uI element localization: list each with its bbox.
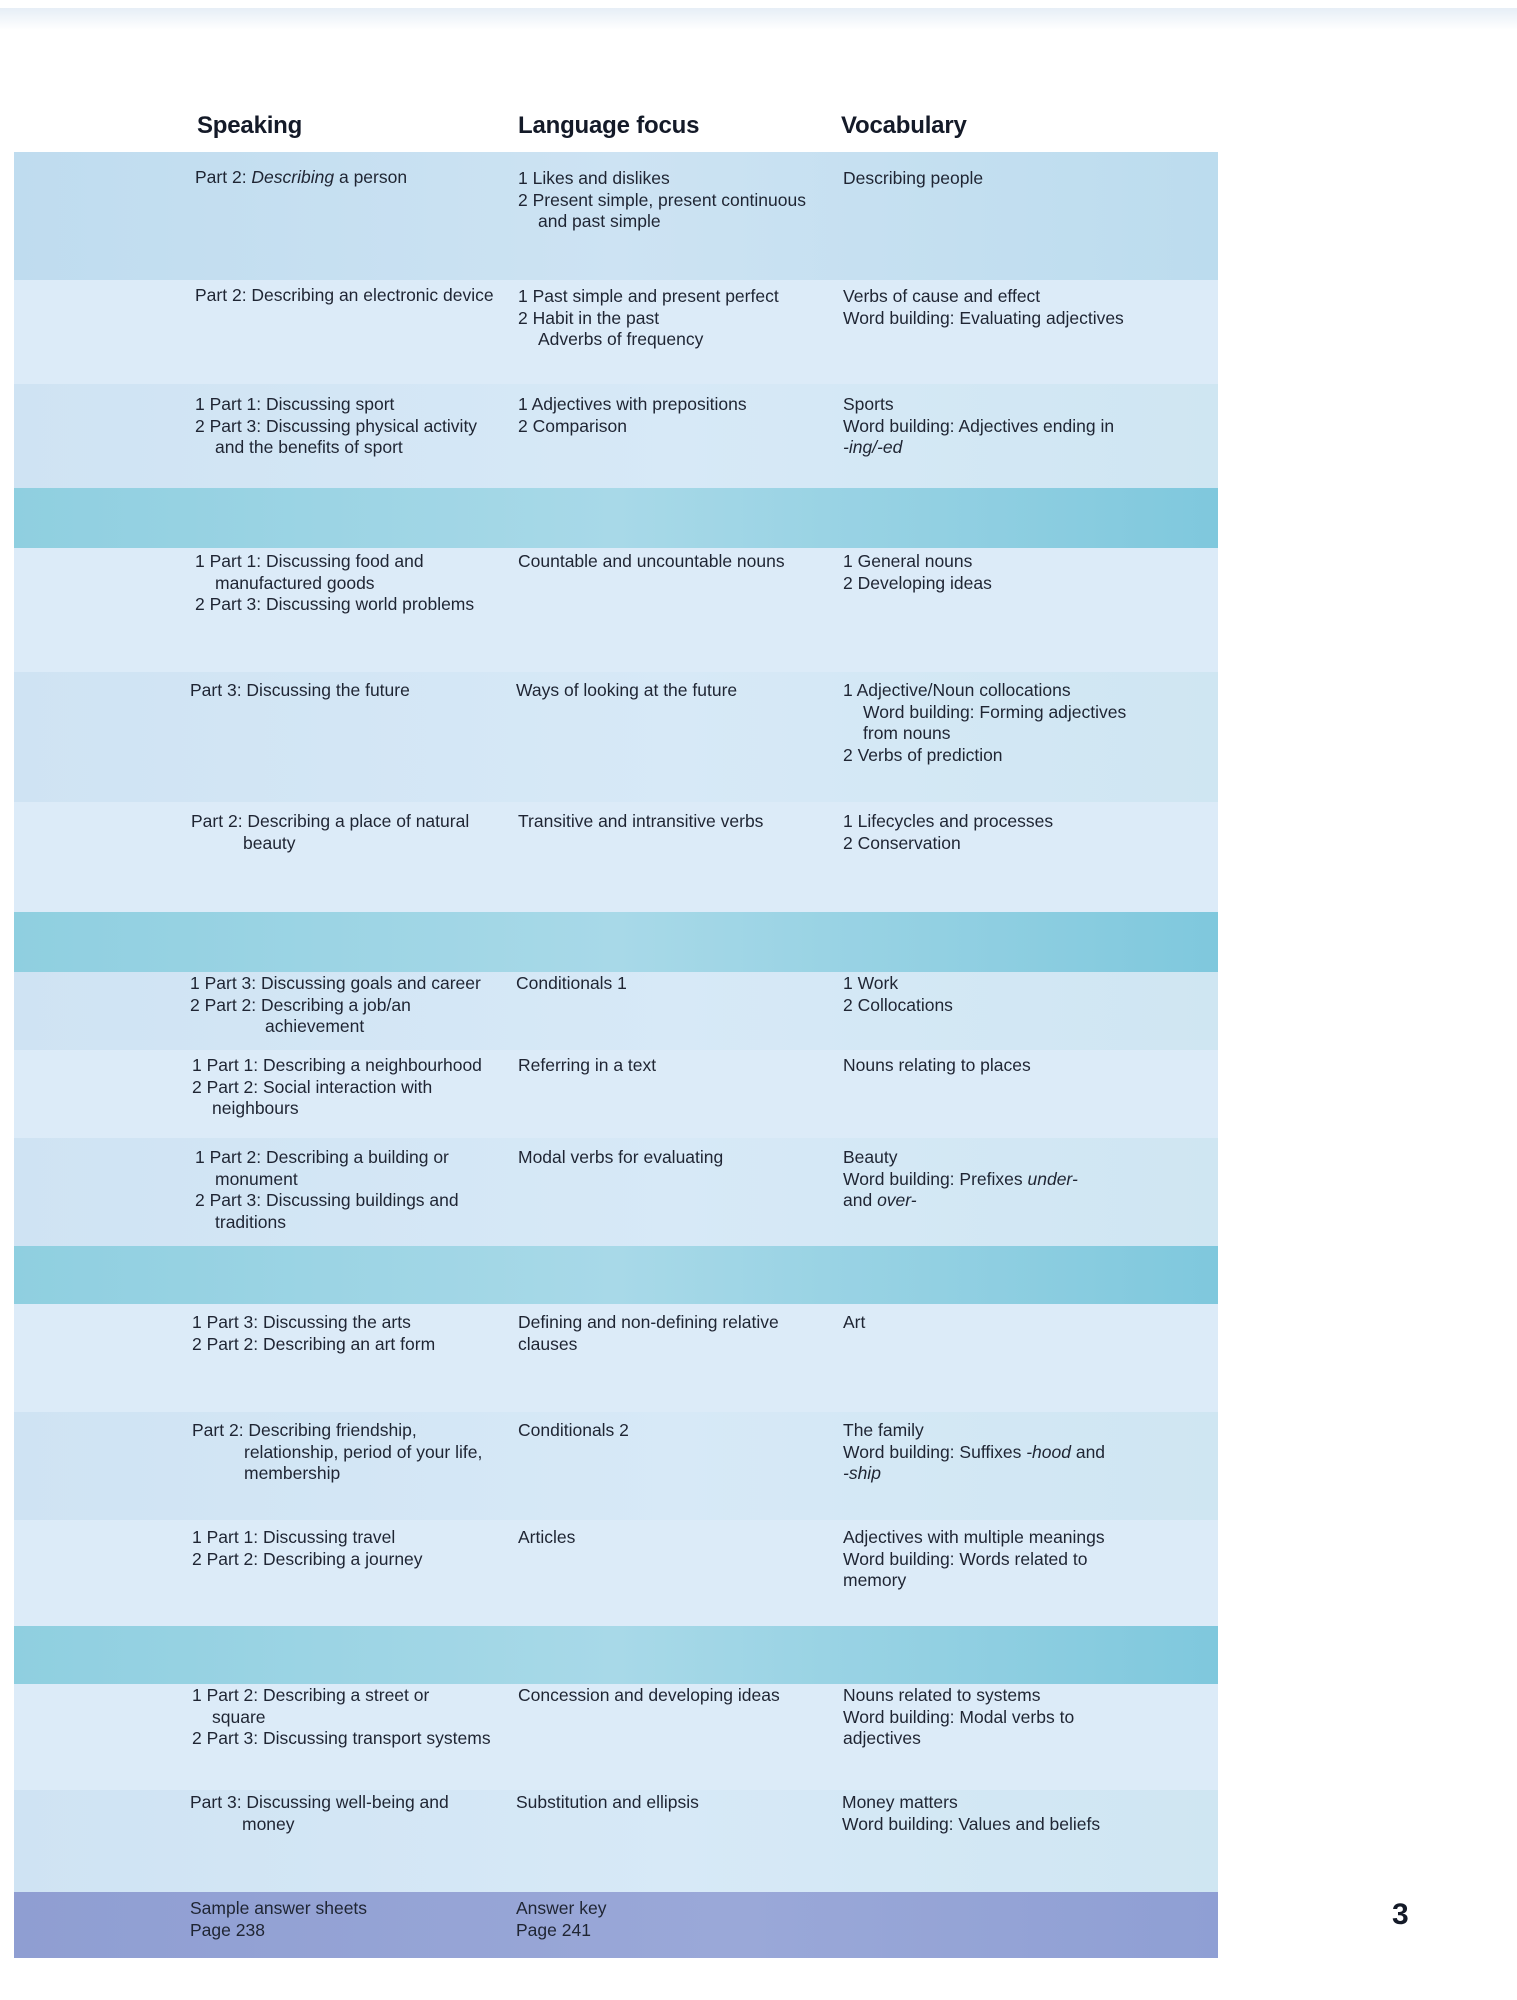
- vocabulary-line: Nouns relating to places: [843, 1055, 1031, 1075]
- speaking-line: 1 Part 3: Discussing goals and career: [190, 973, 481, 993]
- language-line: 1 Adjectives with prepositions: [518, 394, 747, 414]
- vocabulary-line: Word building: Modal verbs to: [843, 1706, 1075, 1727]
- footer-page: Page 241: [516, 1919, 591, 1940]
- header-language-focus: Language focus: [518, 112, 700, 139]
- speaking-line: Part 2: Describing an electronic device: [195, 285, 494, 305]
- answer-key-link[interactable]: [516, 1898, 816, 1941]
- vocabulary-line: 1 Work: [843, 973, 899, 993]
- language-line: and past simple: [538, 211, 661, 231]
- table-row-language: [516, 1792, 816, 1814]
- vocabulary-line: Sports: [843, 394, 894, 414]
- speaking-line: and the benefits of sport: [215, 437, 403, 457]
- vocabulary-line: Word building: Values and beliefs: [842, 1813, 1101, 1834]
- table-row-vocabulary: [843, 1420, 1153, 1485]
- table-row-vocabulary: [842, 1792, 1152, 1835]
- speaking-line: 2 Part 2: Describing a job/an: [190, 994, 411, 1015]
- vocabulary-line: 1 General nouns: [843, 551, 973, 571]
- vocabulary-line: The family: [843, 1420, 924, 1440]
- table-row-vocabulary: [843, 1147, 1153, 1212]
- table-row-speaking: [195, 394, 495, 459]
- table-row-speaking: [192, 1312, 492, 1355]
- page-number: 3: [1392, 1898, 1409, 1931]
- language-line: Ways of looking at the future: [516, 680, 738, 700]
- table-row-vocabulary: [843, 1312, 1153, 1334]
- vocabulary-line: Describing people: [843, 168, 984, 188]
- speaking-line: Part 2: Describing a place of natural: [191, 811, 470, 831]
- speaking-line: neighbours: [212, 1098, 299, 1118]
- table-row-language: [518, 394, 818, 437]
- vocabulary-text: and: [1070, 1441, 1106, 1462]
- table-row-language: [518, 1055, 818, 1077]
- language-line: Adverbs of frequency: [538, 329, 704, 349]
- speaking-line: 2 Part 3: Discussing transport systems: [192, 1728, 491, 1748]
- vocabulary-line: 2 Conservation: [843, 832, 961, 853]
- vocabulary-line: Money matters: [842, 1792, 958, 1812]
- table-row-language: [518, 1527, 818, 1549]
- speaking-line: 1 Part 1: Discussing travel: [192, 1527, 396, 1547]
- language-line: clauses: [518, 1333, 578, 1354]
- table-row-speaking: [192, 1685, 492, 1750]
- vocabulary-line: Word building: Adjectives ending in: [843, 415, 1115, 436]
- speaking-line: 1 Part 1: Describing a neighbourhood: [192, 1055, 482, 1075]
- table-row-language: [518, 811, 818, 833]
- vocabulary-line: Adjectives with multiple meanings: [843, 1527, 1105, 1547]
- speaking-line: square: [212, 1706, 266, 1727]
- speaking-text: Part 2:: [195, 167, 252, 187]
- footer-label: Answer key: [516, 1898, 607, 1918]
- table-row-vocabulary: [843, 680, 1153, 766]
- vocabulary-line: adjectives: [843, 1728, 921, 1748]
- table-row-vocabulary: [843, 394, 1153, 459]
- language-line: Concession and developing ideas: [518, 1685, 780, 1705]
- language-line: Countable and uncountable nouns: [518, 551, 785, 571]
- vocabulary-line: Word building: Forming adjectives: [863, 701, 1127, 722]
- language-line: 1 Likes and dislikes: [518, 168, 670, 188]
- table-row-vocabulary: [843, 286, 1153, 329]
- table-row-language: [518, 1685, 818, 1707]
- vocabulary-line: Word building: Words related to: [843, 1548, 1088, 1569]
- speaking-text-italic: Describing: [251, 167, 335, 187]
- section-separator: [14, 488, 1218, 548]
- vocabulary-line: Beauty: [843, 1147, 898, 1167]
- table-row-language: [518, 551, 818, 573]
- table-row-speaking: [191, 811, 491, 854]
- footer-page: Page 238: [190, 1919, 265, 1940]
- speaking-line: relationship, period of your life,: [244, 1441, 483, 1462]
- speaking-line: traditions: [215, 1211, 287, 1232]
- footer-label: Sample answer sheets: [190, 1898, 368, 1918]
- table-row-vocabulary: [843, 811, 1153, 854]
- language-line: 1 Past simple and present perfect: [518, 286, 779, 306]
- speaking-line: 2 Part 2: Social interaction with: [192, 1076, 433, 1097]
- vocabulary-line: Verbs of cause and effect: [843, 286, 1041, 306]
- table-row-language: [518, 1420, 818, 1442]
- table-row-language: [516, 680, 816, 702]
- table-row-vocabulary: [843, 168, 1153, 190]
- vocabulary-italic: -ing/-ed: [843, 437, 903, 457]
- speaking-line: money: [242, 1813, 295, 1834]
- header-speaking: Speaking: [197, 112, 303, 139]
- vocabulary-line: memory: [843, 1570, 907, 1590]
- speaking-line: 2 Part 3: Discussing physical activity: [195, 415, 478, 436]
- language-line: Conditionals 1: [516, 973, 627, 993]
- table-row-vocabulary: [843, 1055, 1153, 1077]
- vocabulary-italic: over-: [877, 1190, 917, 1210]
- table-row-speaking: [190, 680, 490, 702]
- page-top-edge: [0, 8, 1517, 30]
- vocabulary-line: 1 Adjective/Noun collocations: [843, 680, 1071, 700]
- speaking-line: 2 Part 3: Discussing world problems: [195, 594, 475, 614]
- speaking-line: Part 2: Describing friendship,: [192, 1420, 417, 1440]
- vocabulary-line: Art: [843, 1312, 866, 1332]
- vocabulary-line: 2 Collocations: [843, 994, 953, 1015]
- speaking-line: 2 Part 2: Describing an art form: [192, 1333, 436, 1354]
- speaking-line: Part 3: Discussing the future: [190, 680, 410, 700]
- vocabulary-line: 2 Verbs of prediction: [843, 744, 1003, 765]
- sample-answer-sheets-link[interactable]: [190, 1898, 490, 1941]
- speaking-line: achievement: [265, 1016, 365, 1036]
- header-vocabulary: Vocabulary: [841, 112, 967, 139]
- speaking-line: monument: [215, 1168, 298, 1189]
- language-line: Modal verbs for evaluating: [518, 1147, 724, 1167]
- table-row-speaking: [192, 1527, 492, 1570]
- table-row-language: [516, 973, 816, 995]
- section-separator: [14, 1246, 1218, 1304]
- speaking-line: 1 Part 1: Discussing sport: [195, 394, 395, 414]
- language-line: 2 Present simple, present continuous: [518, 189, 806, 210]
- vocabulary-line: Word building: Evaluating adjectives: [843, 307, 1124, 328]
- table-row-language: [518, 1147, 818, 1169]
- section-separator: [14, 912, 1218, 972]
- language-line: Referring in a text: [518, 1055, 657, 1075]
- table-row-speaking: [192, 1420, 492, 1485]
- speaking-text: a person: [334, 167, 408, 187]
- table-row-vocabulary: [843, 1527, 1153, 1592]
- table-row-language: [518, 1312, 818, 1355]
- table-row-language: [518, 286, 818, 351]
- speaking-line: 1 Part 2: Describing a building or: [195, 1147, 449, 1167]
- language-line: 2 Habit in the past: [518, 307, 660, 328]
- speaking-line: 1 Part 3: Discussing the arts: [192, 1312, 411, 1332]
- vocabulary-line: from nouns: [863, 723, 951, 743]
- vocabulary-italic: -hood: [1026, 1441, 1071, 1462]
- language-line: Conditionals 2: [518, 1420, 629, 1440]
- vocabulary-line: 2 Developing ideas: [843, 572, 992, 593]
- speaking-line: beauty: [243, 832, 296, 853]
- speaking-line: Part 3: Discussing well-being and: [190, 1792, 449, 1812]
- vocabulary-text: and: [843, 1190, 878, 1210]
- language-line: Substitution and ellipsis: [516, 1792, 699, 1812]
- vocabulary-italic: -ship: [843, 1463, 881, 1483]
- table-row-speaking: [190, 973, 490, 1038]
- table-row-speaking: [195, 551, 495, 616]
- vocabulary-text: Word building: Prefixes: [843, 1168, 1028, 1189]
- vocabulary-line: 1 Lifecycles and processes: [843, 811, 1054, 831]
- table-row-speaking: [195, 167, 495, 189]
- language-line: 2 Comparison: [518, 415, 627, 436]
- table-row-speaking: [195, 1147, 495, 1233]
- section-separator: [14, 1626, 1218, 1684]
- speaking-line: membership: [244, 1463, 341, 1483]
- table-row-speaking: [190, 1792, 490, 1835]
- language-line: Articles: [518, 1527, 576, 1547]
- table-row-vocabulary: [843, 973, 1153, 1016]
- speaking-line: manufactured goods: [215, 572, 375, 593]
- language-line: Defining and non-defining relative: [518, 1312, 779, 1332]
- vocabulary-text: Word building: Suffixes: [843, 1441, 1027, 1462]
- table-row-language: [518, 168, 818, 233]
- table-row-vocabulary: [843, 551, 1153, 594]
- speaking-line: 1 Part 1: Discussing food and: [195, 551, 424, 571]
- language-line: Transitive and intransitive verbs: [518, 811, 764, 831]
- table-row-speaking: [195, 285, 495, 307]
- speaking-line: 1 Part 2: Describing a street or: [192, 1685, 430, 1705]
- table-row-speaking: [192, 1055, 492, 1120]
- speaking-line: 2 Part 2: Describing a journey: [192, 1548, 423, 1569]
- vocabulary-line: Nouns related to systems: [843, 1685, 1041, 1705]
- vocabulary-italic: under-: [1027, 1168, 1078, 1189]
- table-row-vocabulary: [843, 1685, 1153, 1750]
- speaking-line: 2 Part 3: Discussing buildings and: [195, 1190, 459, 1210]
